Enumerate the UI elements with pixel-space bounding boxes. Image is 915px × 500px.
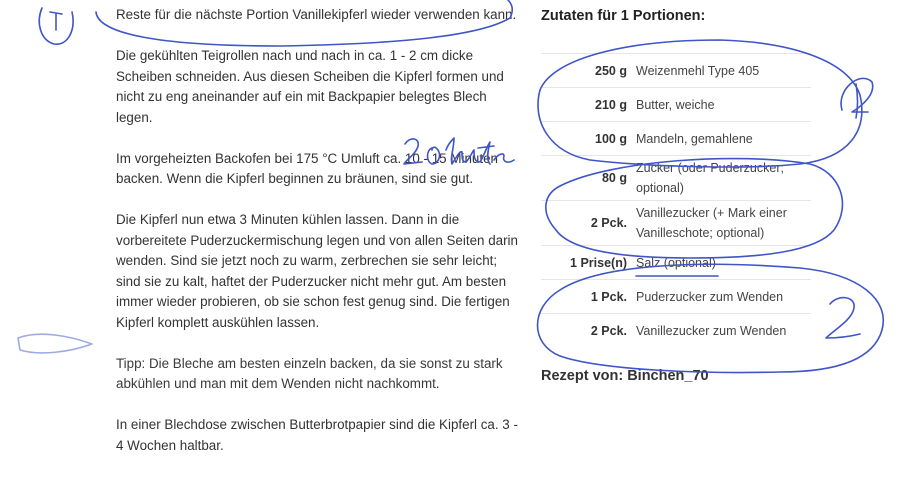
ingredient-name: Salz (optional) (636, 246, 811, 280)
ingredient-name: Vanillezucker zum Wenden (636, 314, 811, 348)
ink-number-one (841, 78, 873, 118)
ingredient-name: Vanillezucker (+ Mark einer Vanilleschote; optional) (636, 201, 811, 246)
ingredients-heading: Zutaten für 1 Portionen: (541, 8, 706, 24)
ingredient-name: Puderzucker zum Wenden (636, 280, 811, 314)
instruction-paragraph-bake: Im vorgeheizten Backofen bei 175 °C Umluft ca. 10 - 15 Minuten backen. Wenn die Kipferl beginnen zu bräunen, sind sie gut. (116, 150, 498, 186)
ingredient-amount: 2 Pck. (541, 314, 636, 348)
ingredient-row (541, 201, 811, 246)
ink-number-two (826, 298, 860, 338)
instruction-paragraph-cut: Die gekühlten Teigrollen nach und nach in ca. 1 - 2 cm dicke Scheiben schneiden. Aus diesen Scheiben die Kipferl formen und nicht zu eng aneinander auf ein mit Backpapier belegtes Blech legen. (116, 48, 504, 125)
instruction-paragraph-coat: Die Kipferl nun etwa 3 Minuten kühlen lassen. Dann in die vorbereitete Puderzuckermischung legen und von allen Seiten darin wenden. Sind sie jetzt noch zu warm, zerbrechen sie sehr leicht; sind sie zu kalt, haftet der Puderzucker nicht mehr gut. Am besten immer wieder probieren, ob sie schon fest genug sind. Die fertigen Kipferl komplett auskühlen lassen. (116, 212, 518, 330)
ingredient-row (541, 88, 811, 122)
ingredient-name: Zucker (oder Puderzucker; optional) (636, 156, 811, 201)
instruction-tip: Tipp: Die Bleche am besten einzeln backen, da sie sonst zu stark abkühlen und man mit dem Wenden nicht nachkommt. (116, 355, 503, 391)
ingredients-table (541, 53, 811, 347)
ingredient-name: Mandeln, gemahlene (636, 122, 811, 156)
ingredient-name: Butter, weiche (636, 88, 811, 122)
ingredient-row (541, 54, 811, 88)
instructions-column (116, 0, 524, 477)
ingredient-amount: 2 Pck. (541, 201, 636, 246)
paper-smudge (18, 334, 92, 353)
ingredient-name: Weizenmehl Type 405 (636, 54, 811, 88)
ingredient-row (541, 246, 811, 280)
ingredient-amount: 210 g (541, 88, 636, 122)
ingredient-amount: 1 Pck. (541, 280, 636, 314)
ink-top-left-mark (39, 8, 73, 44)
ingredient-amount: 1 Prise(n) (541, 246, 636, 280)
ingredient-amount: 80 g (541, 156, 636, 201)
ingredient-row (541, 122, 811, 156)
ingredient-row (541, 156, 811, 201)
ingredient-amount: 100 g (541, 122, 636, 156)
ingredient-row (541, 314, 811, 348)
ink-top-left-mark (50, 12, 62, 30)
instruction-paragraph-partial: Reste für die nächste Portion Vanillekipferl wieder verwenden kann. (116, 7, 517, 22)
ingredient-row (541, 280, 811, 314)
recipe-author: Rezept von: Binchen_70 (541, 368, 709, 384)
ingredient-amount: 250 g (541, 54, 636, 88)
instruction-paragraph-storage: In einer Blechdose zwischen Butterbrotpapier sind die Kipferl ca. 3 - 4 Wochen haltbar. (116, 417, 518, 453)
